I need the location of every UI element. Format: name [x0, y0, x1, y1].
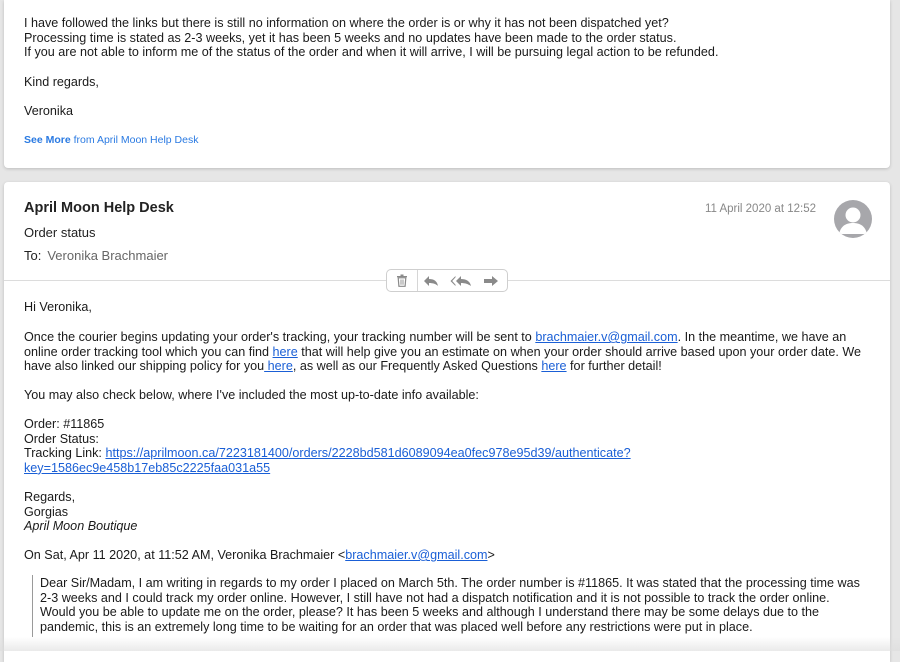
reply-button[interactable]	[418, 270, 444, 291]
person-icon	[834, 200, 872, 238]
quoted-line: 2-3 weeks and I could track my order online. However, I still have not had a dispatch notification and it is not possible to track the order online.	[40, 590, 830, 605]
signoff	[24, 490, 880, 534]
message-line	[24, 330, 880, 345]
message-line	[24, 345, 880, 360]
reply-all-button[interactable]	[444, 270, 478, 291]
tracking-line	[24, 446, 880, 461]
see-more-source: from April Moon Help Desk	[70, 134, 199, 146]
previous-message-closing: Kind regards,	[24, 75, 99, 89]
message-line	[24, 359, 880, 374]
see-more-label: See More	[24, 134, 71, 146]
message-line: I have followed the links but there is still no information on where the order is or why it has not been dispatched yet?	[24, 16, 669, 30]
shipping-policy-link[interactable]: here	[264, 359, 293, 374]
quoted-line: pandemic, this is an extremely long time to be waiting for an order that was placed well before any restrictions were put in place.	[40, 619, 753, 634]
text-segment: . In the meantime, we have an	[677, 330, 847, 344]
text-segment: for further detail!	[566, 359, 662, 374]
signoff-regards: Regards,	[24, 490, 76, 504]
faq-link[interactable]: here	[541, 359, 567, 374]
reply-all-icon	[450, 275, 472, 287]
message-line: If you are not able to inform me of the status of the order and when it will arrive, I will be pursuing legal action to be refunded.	[24, 45, 719, 60]
recipient-line	[24, 248, 168, 263]
message-line	[24, 548, 880, 563]
tracking-link[interactable]: https://aprilmoon.ca/7223181400/orders/2228bd581d6089094ea0fec978e95d39/authenticate?	[105, 446, 631, 461]
sender-name: April Moon Help Desk	[24, 200, 174, 216]
delete-button[interactable]	[387, 270, 418, 291]
order-status: Order Status:	[24, 431, 99, 446]
trash-icon	[396, 274, 408, 287]
quoted-line: Dear Sir/Madam, I am writing in regards to my order I placed on March 5th. The order number is #11865. It was stated that the processing time was	[40, 576, 860, 590]
reply-icon	[423, 275, 439, 287]
quoted-email-link[interactable]: brachmaier.v@gmail.com	[345, 548, 488, 562]
signoff-company: April Moon Boutique	[24, 519, 138, 534]
previous-message-paragraph	[24, 16, 880, 60]
avatar	[834, 200, 872, 238]
signoff-name: Gorgias	[24, 504, 69, 519]
text-segment: online order tracking tool which you can find	[24, 344, 273, 359]
text-segment: , as well as our Frequently Asked Questions	[292, 359, 542, 374]
quoted-message	[40, 576, 880, 634]
order-details	[24, 417, 880, 475]
tracking-label: Tracking Link:	[24, 446, 106, 461]
quote-header	[24, 548, 880, 563]
text-segment: On Sat, Apr 11 2020, at 11:52 AM, Veronika Brachmaier <	[24, 548, 346, 562]
recipient-name[interactable]: Veronika Brachmaier	[47, 248, 169, 263]
greeting: Hi Veronika,	[24, 300, 92, 314]
bottom-fade	[0, 637, 900, 651]
message-date: 11 April 2020 at 12:52	[704, 203, 816, 215]
tracking-tool-link[interactable]: here	[272, 344, 298, 359]
quote-bar	[32, 575, 33, 637]
previous-message-signature: Veronika	[24, 104, 74, 118]
forward-icon	[483, 275, 499, 287]
forward-button[interactable]	[478, 270, 504, 291]
text-segment: >	[487, 548, 495, 562]
see-more-link[interactable]	[24, 134, 198, 146]
message-paragraph: You may also check below, where I've included the most up-to-date info available:	[24, 388, 479, 402]
text-segment: have also linked our shipping policy for you	[24, 359, 265, 374]
message-line: Processing time is stated as 2-3 weeks, yet it has been 5 weeks and no updates have been made to the order status.	[24, 30, 677, 45]
tracking-link[interactable]: key=1586ec9e458b17eb85c2225faa031a55	[24, 460, 271, 475]
text-segment: Once the courier begins updating your order's tracking, your tracking number will be sent to	[24, 330, 536, 344]
message-toolbar	[386, 269, 508, 292]
email-link[interactable]: brachmaier.v@gmail.com	[535, 330, 678, 344]
tracking-line	[24, 461, 880, 476]
message-paragraph	[24, 330, 880, 374]
to-label: To:	[24, 248, 42, 263]
order-number: Order: #11865	[24, 417, 105, 431]
quoted-line: Would you be able to update me on the order, please? It has been 5 weeks and although I understand there may be some delays due to the	[40, 605, 820, 620]
message-subject: Order status	[24, 225, 96, 240]
text-segment: that will help give you an estimate on when your order should arrive based upon your order date. We	[297, 344, 862, 359]
